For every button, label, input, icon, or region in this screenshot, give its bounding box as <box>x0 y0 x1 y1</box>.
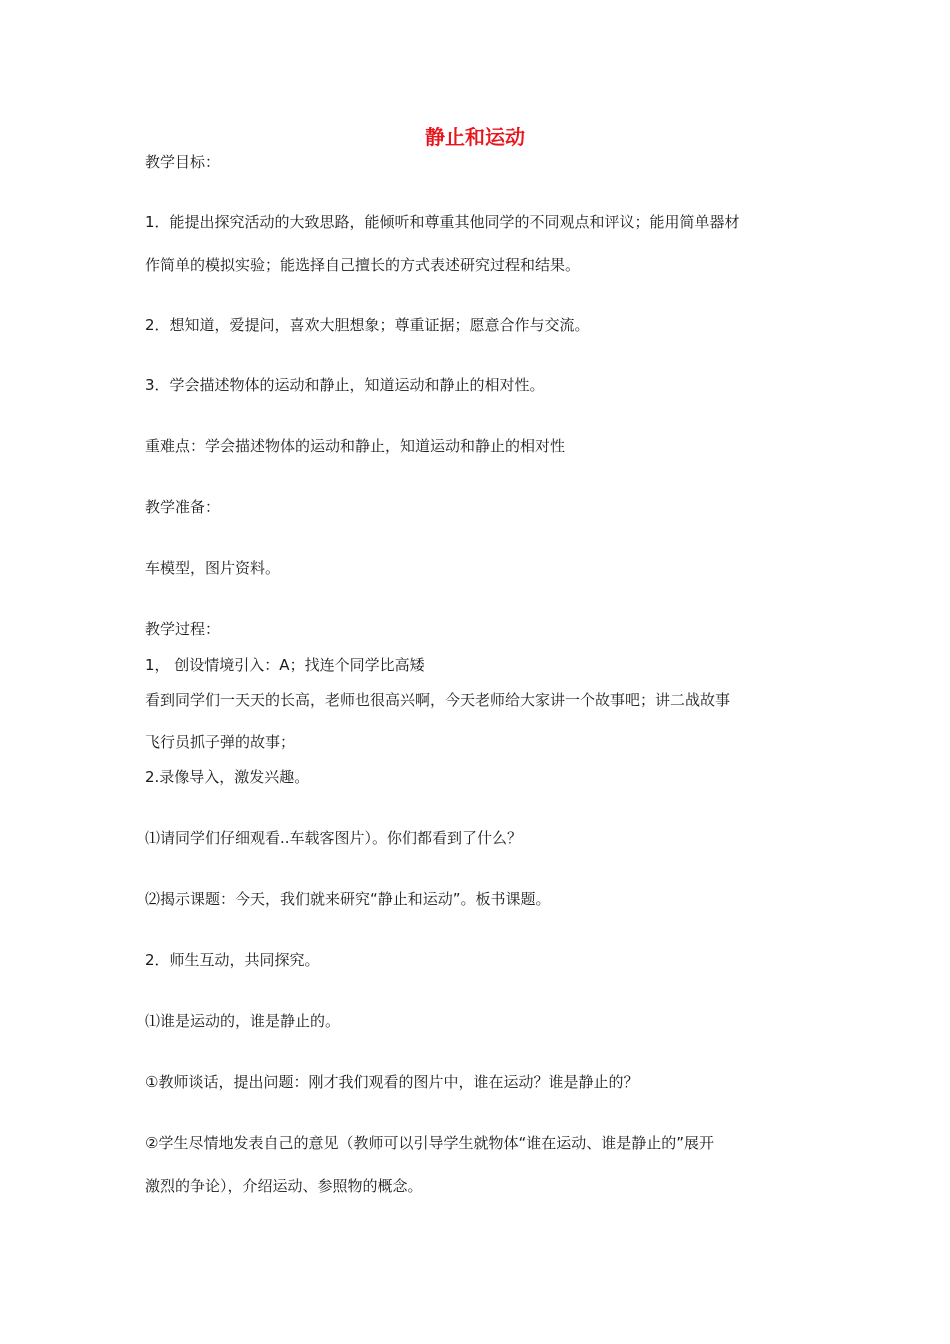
process-step-1-detail-line-2: 飞行员抓子弹的故事； <box>145 733 296 751</box>
process-step-3-sub-1: ⑴谁是运动的，谁是静止的。 <box>145 1012 341 1030</box>
section-heading-process: 教学过程： <box>145 620 221 638</box>
process-step-3-item-2-line-2: 激烈的争论），介绍运动、参照物的概念。 <box>145 1177 423 1195</box>
process-step-1-detail-line-1: 看到同学们一天天的长高，老师也很高兴啊，今天老师给大家讲一个故事吧；讲二战故事 <box>145 691 731 709</box>
process-step-3: 2．师生互动，共同探究。 <box>145 951 320 969</box>
document-title: 静止和运动 <box>425 125 525 149</box>
objective-3: 3．学会描述物体的运动和静止，知道运动和静止的相对性。 <box>145 376 545 394</box>
process-step-2-sub-2: ⑵揭示课题：今天，我们就来研究“静止和运动”。板书课题。 <box>145 890 551 908</box>
key-difficulty: 重难点：学会描述物体的运动和静止，知道运动和静止的相对性 <box>145 437 566 455</box>
objective-1-line-1: 1．能提出探究活动的大致思路，能倾听和尊重其他同学的不同观点和评议；能用简单器材 <box>145 213 740 231</box>
objective-2: 2．想知道，爱提问，喜欢大胆想象；尊重证据；愿意合作与交流。 <box>145 316 590 334</box>
preparation-materials: 车模型，图片资料。 <box>145 559 281 577</box>
process-step-2-sub-1: ⑴请同学们仔细观看..车载客图片）。你们都看到了什么？ <box>145 829 523 847</box>
section-heading-objectives: 教学目标： <box>145 153 221 171</box>
process-step-2: 2.录像导入，激发兴趣。 <box>145 768 310 786</box>
process-step-3-item-2-line-1: ②学生尽情地发表自己的意见（教师可以引导学生就物体“谁在运动、谁是静止的”展开 <box>145 1134 714 1152</box>
process-step-3-item-1: ①教师谈话，提出问题：刚才我们观看的图片中，谁在运动？谁是静止的？ <box>145 1073 639 1091</box>
process-step-1: 1， 创设情境引入：A；找连个同学比高矮 <box>145 656 425 674</box>
section-heading-preparation: 教学准备： <box>145 498 221 516</box>
objective-1-line-2: 作简单的模拟实验；能选择自己擅长的方式表述研究过程和结果。 <box>145 256 581 274</box>
